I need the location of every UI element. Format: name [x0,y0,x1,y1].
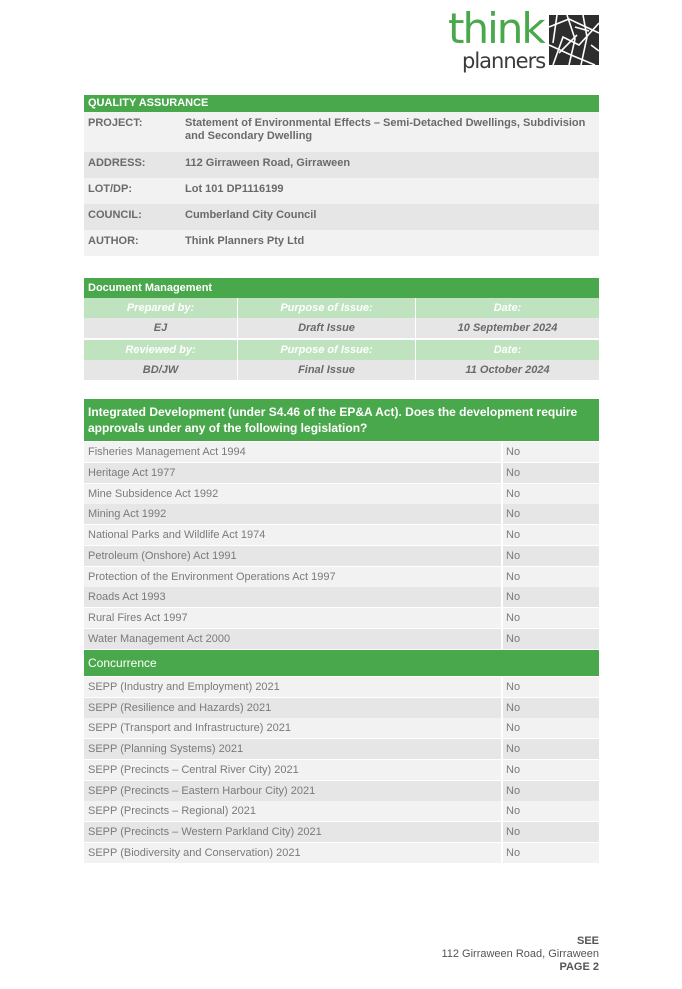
sepp-name: SEPP (Precincts – Central River City) 2021 [88,764,299,776]
legislation-name: Rural Fires Act 1997 [88,612,188,624]
legislation-answer: No [506,467,521,479]
sepp-answer: No [506,847,521,859]
dm-label: Prepared by: [84,298,238,318]
legislation-name: Roads Act 1993 [88,591,166,603]
sepp-row [84,822,599,842]
footer-doc-code: SEE [576,935,599,947]
legislation-answer: No [506,633,521,645]
think-planners-logo [448,4,600,73]
legislation-row [84,525,599,545]
legislation-row [84,442,599,462]
qa-row-address [84,152,599,178]
dm-label: Date: [493,302,522,314]
legislation-row [84,587,599,607]
sepp-name: SEPP (Industry and Employment) 2021 [88,681,280,693]
dm-label: Reviewed by: [84,340,238,360]
dm-label: Date: [493,344,522,356]
qa-value: Statement of Environmental Effects – Semi-Detached Dwellings, Subdivision and Secondary Dwelling [185,117,586,142]
qa-row-project [84,112,599,152]
sepp-name: SEPP (Precincts – Eastern Harbour City) 2021 [88,785,316,797]
sepp-row [84,781,599,801]
dm-label: Purpose of Issue: [238,298,416,318]
legislation-answer: No [506,529,521,541]
document-management-header: Document Management [84,278,599,298]
legislation-name: Petroleum (Onshore) Act 1991 [88,550,237,562]
sepp-name: SEPP (Precincts – Regional) 2021 [88,805,256,817]
page-footer [441,935,599,974]
dm-value: EJ [84,318,238,338]
dm-reviewed-labels [84,340,599,360]
dm-prepared-labels [84,298,599,318]
logo-think-text: think [448,4,544,53]
qa-row-lot [84,178,599,204]
integrated-development-header: Integrated Development (under S4.46 of the EP&A Act). Does the development require approvals under any of the following legislation? [84,399,599,441]
sepp-name: SEPP (Transport and Infrastructure) 2021 [88,722,291,734]
legislation-answer: No [506,591,521,603]
legislation-answer: No [506,488,521,500]
sepp-row [84,739,599,759]
qa-key: PROJECT: [88,117,143,129]
qa-value: 112 Girraween Road, Girraween [185,157,351,169]
sepp-name: SEPP (Planning Systems) 2021 [88,743,244,755]
dm-value: Final Issue [238,360,416,380]
logo-planners-text: planners [462,49,546,73]
qa-row-author [84,230,599,256]
dm-prepared-values [84,318,599,338]
concurrence-header: Concurrence [84,650,599,676]
legislation-row [84,463,599,483]
sepp-name: SEPP (Biodiversity and Conservation) 2021 [88,847,301,859]
legislation-row [84,629,599,649]
sepp-answer: No [506,826,521,838]
dm-value: 11 October 2024 [465,364,550,376]
sepp-row [84,760,599,780]
qa-value: Cumberland City Council [185,209,317,221]
legislation-answer: No [506,550,521,562]
legislation-row [84,484,599,504]
legislation-answer: No [506,446,521,458]
sepp-answer: No [506,681,521,693]
sepp-answer: No [506,702,521,714]
legislation-row [84,504,599,524]
sepp-answer: No [506,785,521,797]
qa-key: COUNCIL: [88,209,142,221]
legislation-name: Mining Act 1992 [88,508,167,520]
sepp-row [84,801,599,821]
sepp-name: SEPP (Precincts – Western Parkland City) 2021 [88,826,322,838]
dm-reviewed-values [84,360,599,380]
legislation-name: National Parks and Wildlife Act 1974 [88,529,266,541]
quality-assurance-header: QUALITY ASSURANCE [84,95,599,112]
dm-value: BD/JW [84,360,238,380]
legislation-row [84,567,599,587]
qa-key: LOT/DP: [88,183,132,195]
legislation-name: Heritage Act 1977 [88,467,176,479]
dm-value: Draft Issue [238,318,416,338]
logo-map-icon [549,15,599,65]
qa-key: ADDRESS: [88,157,146,169]
sepp-row [84,718,599,738]
legislation-row [84,546,599,566]
legislation-name: Fisheries Management Act 1994 [88,446,246,458]
legislation-answer: No [506,571,521,583]
legislation-answer: No [506,612,521,624]
sepp-row [84,698,599,718]
legislation-name: Protection of the Environment Operations Act 1997 [88,571,336,583]
sepp-row [84,677,599,697]
sepp-answer: No [506,805,521,817]
sepp-row [84,843,599,863]
sepp-answer: No [506,743,521,755]
legislation-answer: No [506,508,521,520]
legislation-name: Water Management Act 2000 [88,633,231,645]
page-number: PAGE 2 [559,961,599,973]
qa-value: Think Planners Pty Ltd [185,235,305,247]
qa-row-council [84,204,599,230]
sepp-answer: No [506,764,521,776]
sepp-answer: No [506,722,521,734]
dm-label: Purpose of Issue: [238,340,416,360]
qa-value: Lot 101 DP1116199 [185,183,284,195]
legislation-name: Mine Subsidence Act 1992 [88,488,219,500]
footer-address: 112 Girraween Road, Girraween [441,948,599,960]
legislation-row [84,608,599,628]
sepp-name: SEPP (Resilience and Hazards) 2021 [88,702,272,714]
qa-key: AUTHOR: [88,235,139,247]
dm-value: 10 September 2024 [457,322,558,334]
